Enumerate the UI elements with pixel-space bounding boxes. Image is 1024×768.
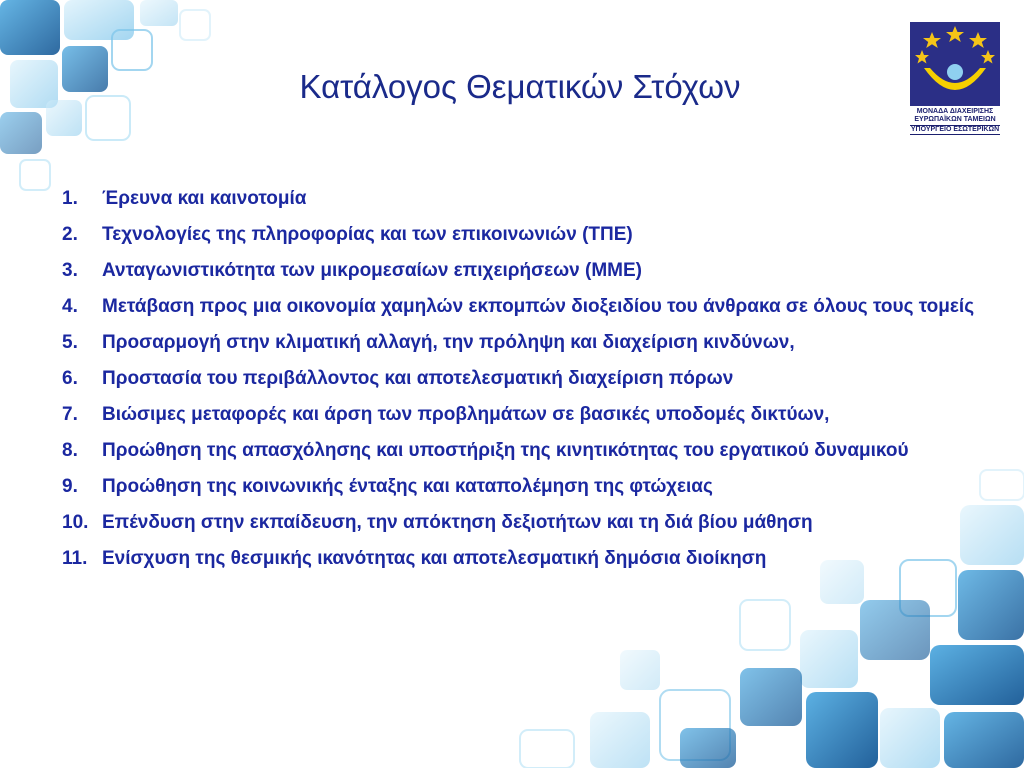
objective-item xyxy=(62,222,982,248)
page-title: Κατάλογος Θεματικών Στόχων xyxy=(299,68,741,105)
organization-logo xyxy=(910,22,1000,144)
objective-text: Προώθηση της κοινωνικής ένταξης και καταπολέμηση της φτώχειας xyxy=(102,476,713,497)
objective-text: Ενίσχυση της θεσμικής ικανότητας και αποτελεσματική δημόσια διοίκηση xyxy=(102,548,767,569)
objective-number: 8. xyxy=(62,440,78,461)
objective-item xyxy=(62,186,982,212)
objective-item xyxy=(62,330,982,356)
objective-text: Τεχνολογίες της πληροφορίας και των επικοινωνιών (ΤΠΕ) xyxy=(102,224,633,245)
objectives-list xyxy=(62,186,982,582)
objective-item xyxy=(62,402,982,428)
objective-item xyxy=(62,546,982,572)
objective-text: Μετάβαση προς μια οικονομία χαμηλών εκπομπών διοξειδίου του άνθρακα σε όλους τους τομείς xyxy=(102,296,975,317)
objective-text: Βιώσιμες μεταφορές και άρση των προβλημάτων σε βασικές υποδομές δικτύων, xyxy=(102,404,830,425)
objective-number: 9. xyxy=(62,476,78,497)
objective-number: 11. xyxy=(62,548,88,569)
objective-text: Επένδυση στην εκπαίδευση, την απόκτηση δεξιοτήτων και τη διά βίου μάθηση xyxy=(102,512,813,533)
logo-line-3: ΥΠΟΥΡΓΕΙΟ ΕΣΩΤΕΡΙΚΩΝ xyxy=(910,126,1000,133)
objective-text: Προσαρμογή στην κλιματική αλλαγή, την πρόληψη και διαχείριση κινδύνων, xyxy=(102,332,795,353)
objective-item xyxy=(62,438,982,464)
logo-emblem xyxy=(910,22,1000,106)
objective-text: Έρευνα και καινοτομία xyxy=(102,188,307,209)
objective-number: 3. xyxy=(62,260,78,281)
objective-text: Προώθηση της απασχόλησης και υποστήριξη της κινητικότητας του εργατικού δυναμικού xyxy=(102,440,909,461)
objective-number: 5. xyxy=(62,332,78,353)
top-left-squares xyxy=(0,0,210,190)
logo-caption xyxy=(910,108,1000,135)
objective-item xyxy=(62,294,982,320)
objective-number: 1. xyxy=(62,188,78,209)
objective-number: 2. xyxy=(62,224,78,245)
objective-number: 4. xyxy=(62,296,78,317)
stars-smile-icon xyxy=(910,22,1000,106)
objective-item xyxy=(62,474,982,500)
objective-number: 7. xyxy=(62,404,78,425)
logo-line-2: ΕΥΡΩΠΑΪΚΩΝ ΤΑΜΕΙΩΝ xyxy=(914,116,996,123)
objective-item xyxy=(62,366,982,392)
objective-text: Ανταγωνιστικότητα των μικρομεσαίων επιχειρήσεων (ΜΜΕ) xyxy=(102,260,642,281)
objective-item xyxy=(62,258,982,284)
objective-text: Προστασία του περιβάλλοντος και αποτελεσματική διαχείριση πόρων xyxy=(102,368,734,389)
objective-item xyxy=(62,510,982,536)
logo-line-1: ΜΟΝΑΔΑ ΔΙΑΧΕΙΡΙΣΗΣ xyxy=(916,108,994,115)
objective-number: 6. xyxy=(62,368,78,389)
objective-number: 10. xyxy=(62,512,89,533)
